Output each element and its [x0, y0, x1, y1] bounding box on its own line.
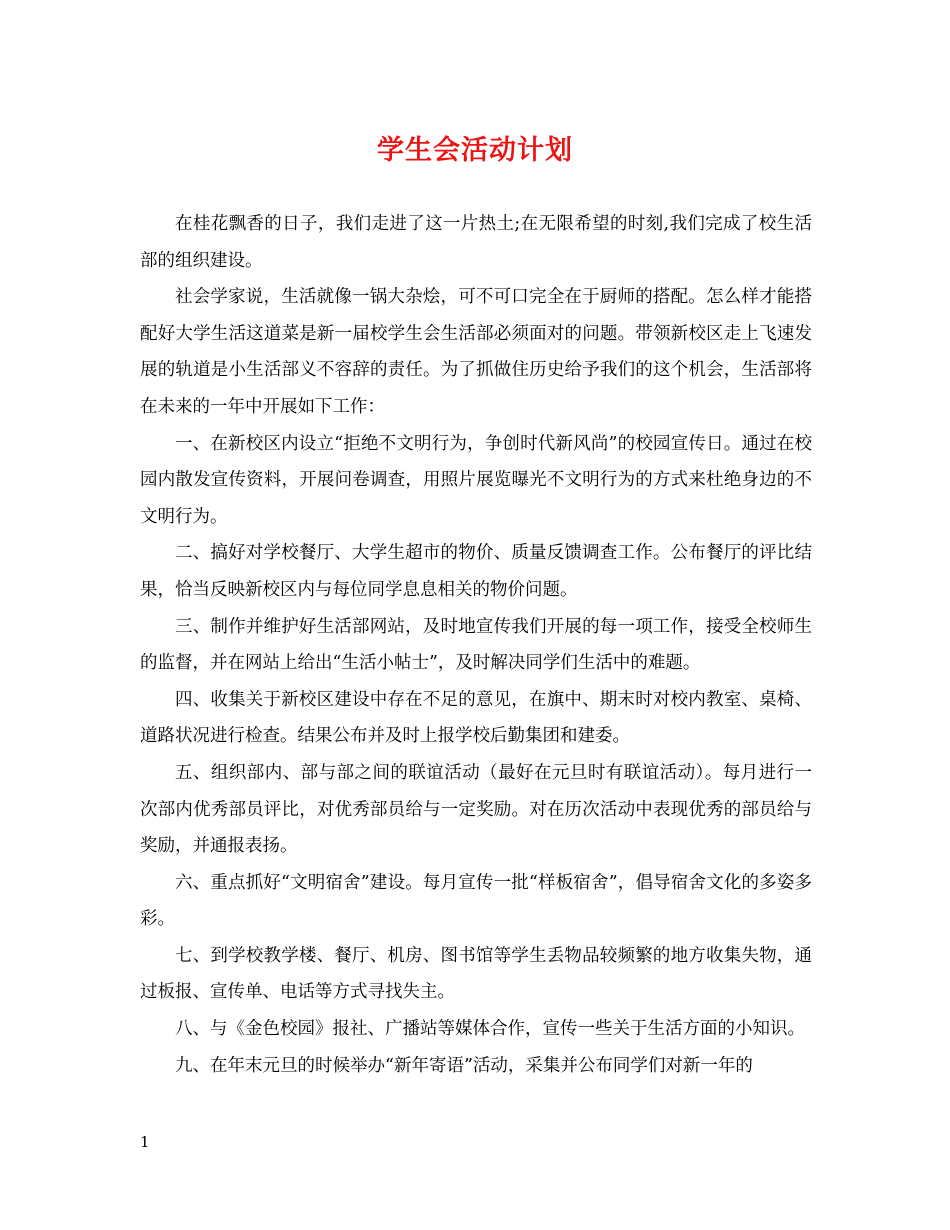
paragraph-item-3: 三、制作并维护好生活部网站，及时地宣传我们开展的每一项工作，接受全校师生的监督，并在网站上给出“生活小帖士”，及时解决同学们生活中的难题。: [140, 616, 812, 674]
paragraph-item-4: 四、收集关于新校区建设中存在不足的意见，在旗中、期末时对校内教室、桌椅、道路状况进行检查。结果公布并及时上报学校后勤集团和建委。: [140, 689, 812, 747]
paragraph-item-9: 九、在年末元旦的时候举办“新年寄语”活动，采集并公布同学们对新一年的: [175, 1055, 753, 1076]
paragraph-item-1: 一、在新校区内设立“拒绝不文明行为，争创时代新风尚”的校园宣传日。通过在校园内散发宣传资料，开展问卷调查，用照片展览曝光不文明行为的方式来杜绝身边的不文明行为。: [140, 433, 812, 527]
page-number: 1: [140, 1133, 150, 1151]
document-body: [140, 206, 812, 1084]
paragraph-item-2: 二、搞好对学校餐厅、大学生超市的物价、质量反馈调查工作。公布餐厅的评比结果，恰当反映新校区内与每位同学息息相关的物价问题。: [140, 543, 812, 600]
paragraph-intro: 在桂花飘香的日子，我们走进了这一片热土;在无限希望的时刻,我们完成了校生活部的组织建设。: [140, 214, 812, 271]
paragraph-item-7: 七、到学校教学楼、餐厅、机房、图书馆等学生丢物品较频繁的地方收集失物，通过板报、宣传单、电话等方式寻找失主。: [140, 945, 812, 1003]
paragraph-item-8: 八、与《金色校园》报社、广播站等媒体合作，宣传一些关于生活方面的小知识。: [175, 1019, 805, 1040]
paragraph-item-6: 六、重点抓好“文明宿舍”建设。每月宣传一批“样板宿舍”，倡导宿舍文化的多姿多彩。: [140, 872, 812, 930]
document-title: 学生会活动计划: [377, 135, 573, 166]
paragraph-context: 社会学家说，生活就像一锅大杂烩，可不可口完全在于厨师的搭配。怎么样才能搭配好大学生活这道菜是新一届校学生会生活部必须面对的问题。带领新校区走上飞速发展的轨道是小生活部义不容辞的责任。为了抓做住历史给予我们的这个机会，生活部将在未来的一年中开展如下工作：: [140, 287, 812, 417]
paragraph-item-5: 五、组织部内、部与部之间的联谊活动（最好在元旦时有联谊活动）。每月进行一次部内优秀部员评比，对优秀部员给与一定奖励。对在历次活动中表现优秀的部员给与奖励，并通报表扬。: [140, 762, 812, 857]
